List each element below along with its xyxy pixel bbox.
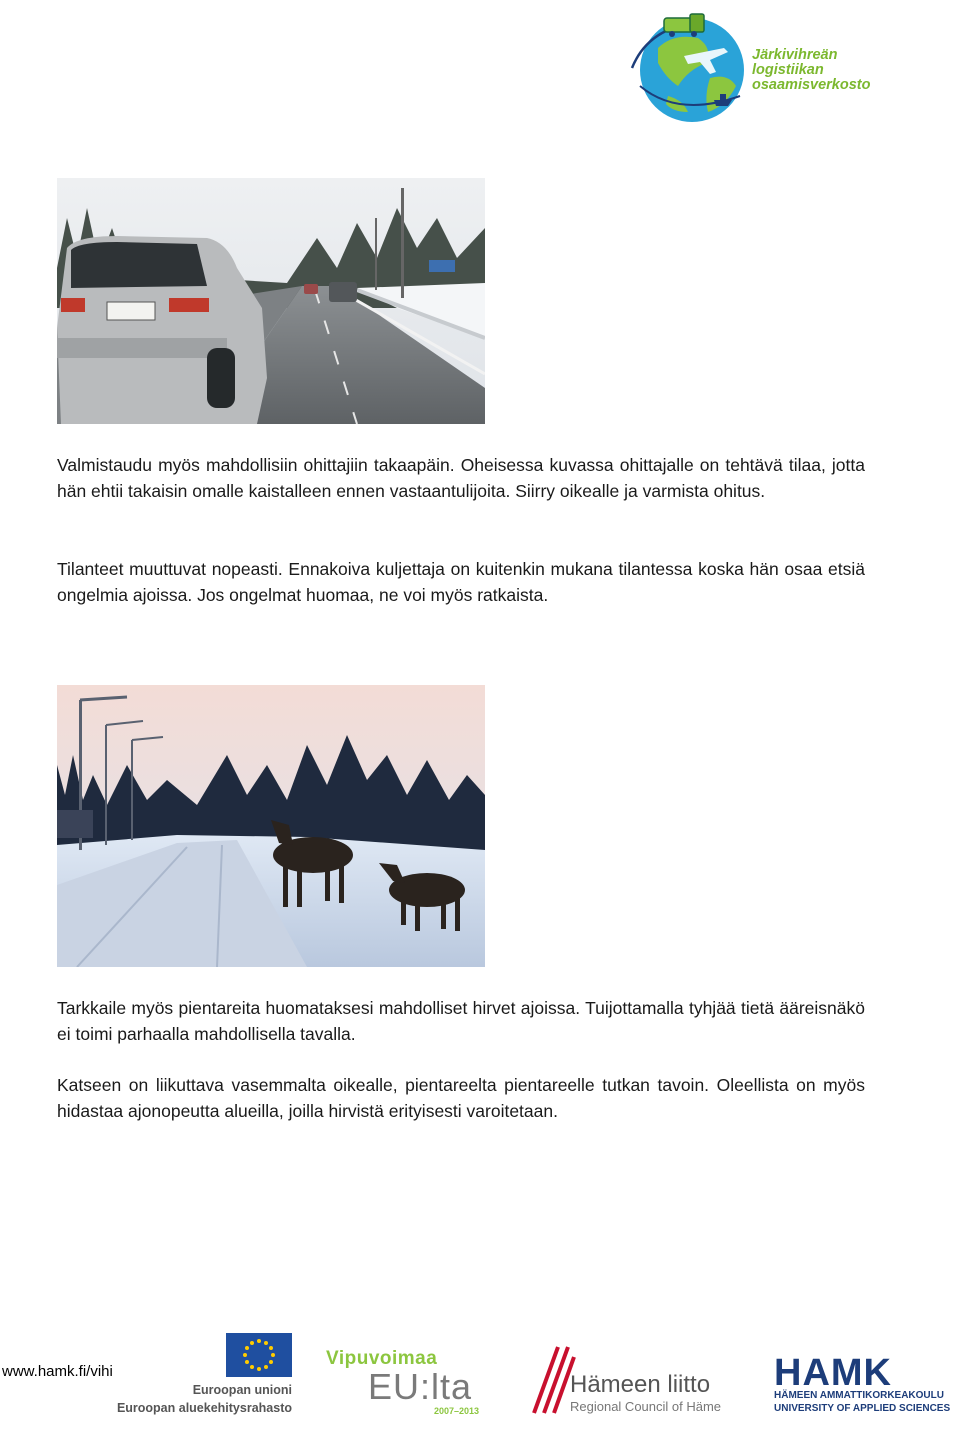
hameen-liitto-sub: Regional Council of Häme bbox=[570, 1399, 722, 1414]
hameen-liitto-name: Hämeen liitto bbox=[570, 1371, 711, 1398]
road-traffic-photo bbox=[57, 178, 485, 424]
hamk-logo bbox=[774, 1352, 951, 1416]
logo-text-line-2: logistiikan bbox=[752, 62, 824, 78]
eu-line-1: Euroopan unioni bbox=[192, 1383, 292, 1397]
globe-truck-plane-ship-icon bbox=[628, 8, 758, 126]
eu-logo bbox=[116, 1333, 294, 1417]
vipuvoimaa-years: 2007–2013 bbox=[434, 1406, 480, 1416]
paragraph-moose-watch: Tarkkaile myös pientareita huomataksesi mahdolliset hirvet ajoissa. Tuijottamalla tyhjää tietä ääreisnäkö ei toimi parhaalla mahdollisella tavalla. bbox=[57, 998, 865, 1044]
hamk-line-1: HÄMEEN AMMATTIKORKEAKOULU bbox=[774, 1390, 944, 1401]
vipuvoimaa-logo bbox=[326, 1348, 486, 1418]
logo-text-line-3: osaamisverkosto bbox=[752, 77, 871, 93]
paragraph-anticipation: Tilanteet muuttuvat nopeasti. Ennakoiva kuljettaja on kuitenkin mukana tilantessa koska hän osaa etsiä ongelmia ajoissa. Jos ongelmat huomaa, ne voi myös ratkaista. bbox=[57, 559, 865, 605]
moose-crossing-photo bbox=[57, 685, 485, 967]
logo-text-line-1: Järkivihreän bbox=[752, 47, 838, 63]
hamk-line-2: UNIVERSITY OF APPLIED SCIENCES bbox=[774, 1403, 951, 1414]
hameen-liitto-logo bbox=[530, 1345, 730, 1417]
eu-flag-icon bbox=[226, 1333, 292, 1377]
eu-line-2: Euroopan aluekehitysrahasto bbox=[116, 1401, 292, 1415]
paragraph-radar-scan: Katseen on liikuttava vasemmalta oikealle, pientareelta pientareelle tutkan tavoin. Oleellista on myös hidastaa ajonopeutta alueilla, joilla hirvistä erityisesti varoitetaan. bbox=[57, 1075, 865, 1121]
paragraph-overtaking: Valmistaudu myös mahdollisiin ohittajiin takaapäin. Oheisessa kuvassa ohittajalle on tehtävä tilaa, jotta hän ehtii takaisin omalle kaistalleen ennen vastaantulijoita. Siirry oikealle ja varmista ohitus. bbox=[57, 455, 865, 501]
vipuvoimaa-title: Vipuvoimaa bbox=[326, 1348, 438, 1369]
footer-url-link[interactable]: www.hamk.fi/vihi bbox=[2, 1363, 113, 1380]
vipuvoimaa-eu: EU:lta bbox=[368, 1366, 473, 1407]
hamk-wordmark: HAMK bbox=[774, 1352, 892, 1394]
header-logo bbox=[628, 8, 871, 126]
